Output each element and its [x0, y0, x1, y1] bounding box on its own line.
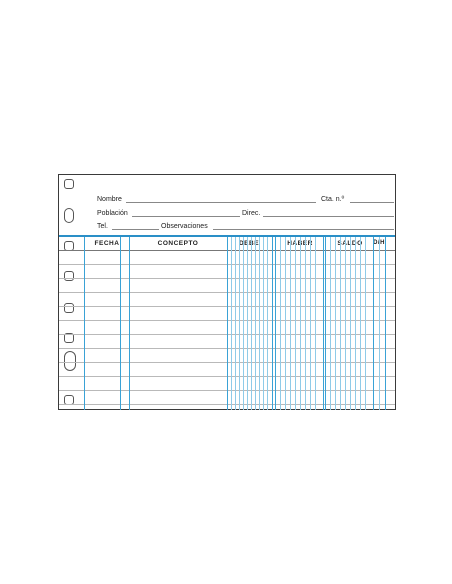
column-line — [365, 237, 366, 410]
column-line — [345, 237, 346, 410]
column-line — [330, 237, 331, 410]
punch-hole — [64, 179, 74, 189]
column-line — [275, 237, 276, 410]
column-line — [285, 237, 286, 410]
punch-hole — [64, 271, 74, 281]
punch-hole — [64, 351, 76, 371]
column-line — [272, 237, 273, 410]
field-line-observaciones[interactable] — [213, 229, 394, 230]
column-header-concepto: CONCEPTO — [157, 240, 199, 247]
field-label-observaciones: Observaciones — [161, 223, 208, 230]
field-label-nombre: Nombre — [97, 196, 122, 203]
field-line-cuenta[interactable] — [350, 202, 394, 203]
column-line — [231, 237, 232, 410]
field-line-nombre[interactable] — [126, 202, 316, 203]
column-line — [247, 237, 248, 410]
column-line — [259, 237, 260, 410]
column-line — [280, 237, 281, 410]
field-label-cuenta: Cta. n.º — [321, 196, 345, 203]
column-line — [263, 237, 264, 410]
column-header-haber: HABER — [287, 240, 313, 247]
column-line — [379, 237, 380, 410]
column-header-debe: DEBE — [238, 240, 260, 247]
field-label-poblacion: Población — [97, 210, 128, 217]
column-line — [373, 237, 374, 410]
column-line — [227, 237, 228, 410]
column-line — [255, 237, 256, 410]
column-line — [129, 237, 130, 410]
punch-hole — [64, 208, 74, 223]
field-label-direccion: Direc. — [242, 210, 261, 217]
column-line — [350, 237, 351, 410]
column-line — [355, 237, 356, 410]
field-label-telefono: Tel. — [97, 223, 108, 230]
column-line — [340, 237, 341, 410]
column-line — [385, 237, 386, 410]
column-header-dh: D/H — [373, 240, 385, 246]
column-line — [84, 237, 85, 410]
column-line — [290, 237, 291, 410]
column-line — [335, 237, 336, 410]
column-line — [243, 237, 244, 410]
column-line — [305, 237, 306, 410]
field-line-poblacion[interactable] — [132, 216, 240, 217]
field-line-direccion[interactable] — [263, 216, 394, 217]
column-line — [315, 237, 316, 410]
column-line — [251, 237, 252, 410]
column-line — [295, 237, 296, 410]
punch-hole — [64, 303, 74, 313]
column-header-saldo: SALDO — [337, 240, 363, 247]
column-line — [235, 237, 236, 410]
account-card — [58, 174, 396, 410]
field-line-telefono[interactable] — [112, 229, 159, 230]
column-line — [325, 237, 326, 410]
column-line — [239, 237, 240, 410]
column-line — [323, 237, 324, 410]
column-line — [300, 237, 301, 410]
column-line — [267, 237, 268, 410]
column-header-fecha: FECHA — [94, 240, 120, 247]
column-line — [310, 237, 311, 410]
column-line — [120, 237, 121, 410]
column-line — [360, 237, 361, 410]
